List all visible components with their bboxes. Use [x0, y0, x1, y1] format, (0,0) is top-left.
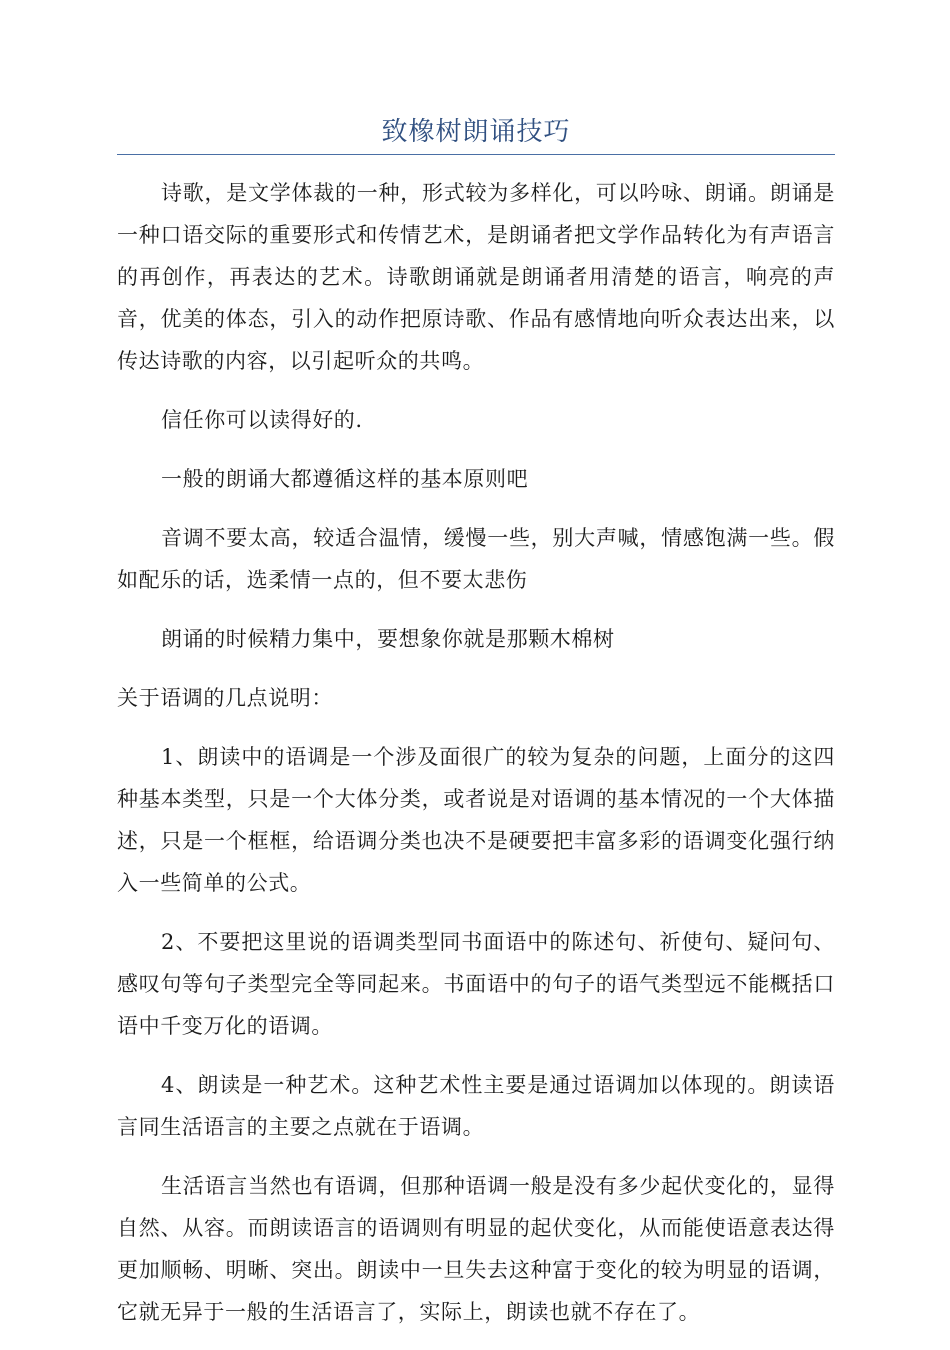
- paragraph-point-1: 1、朗读中的语调是一个涉及面很广的较为复杂的问题，上面分的这四种基本类型，只是一个大体分类，或者说是对语调的基本情况的一个大体描述，只是一个框框，给语调分类也决不是硬要把丰富多彩的语调变化强行纳入一些简单的公式。: [117, 745, 835, 895]
- paragraph-principles: 一般的朗诵大都遵循这样的基本原则吧: [161, 467, 529, 491]
- paragraph-tone: 音调不要太高，较适合温情，缓慢一些，别大声喊，情感饱满一些。假如配乐的话，选柔情一点的，但不要太悲伤: [117, 526, 835, 592]
- paragraph-daily-language: 生活语言当然也有语调，但那种语调一般是没有多少起伏变化的，显得自然、从容。而朗读语言的语调则有明显的起伏变化，从而能使语意表达得更加顺畅、明晰、突出。朗读中一旦失去这种富于变化的较为明显的语调，它就无异于一般的生活语言了，实际上，朗读也就不存在了。: [117, 1174, 835, 1324]
- paragraph-point-4: 4、朗读是一种艺术。这种艺术性主要是通过语调加以体现的。朗读语言同生活语言的主要之点就在于语调。: [117, 1073, 835, 1139]
- paragraph-intro: 诗歌，是文学体裁的一种，形式较为多样化，可以吟咏、朗诵。朗诵是一种口语交际的重要形式和传情艺术，是朗诵者把文学作品转化为有声语言的再创作，再表达的艺术。诗歌朗诵就是朗诵者用清楚的语言，响亮的声音，优美的体态，引入的动作把原诗歌、作品有感情地向听众表达出来，以传达诗歌的内容，以引起听众的共鸣。: [117, 181, 835, 373]
- paragraph-trust: 信任你可以读得好的.: [161, 408, 363, 432]
- paragraph-focus: 朗诵的时候精力集中，要想象你就是那颗木棉树: [161, 627, 615, 651]
- section-heading-intonation: 关于语调的几点说明：: [117, 686, 333, 710]
- title-divider: [117, 154, 835, 155]
- document-title: 致橡树朗诵技巧: [381, 117, 571, 147]
- paragraph-point-2: 2、不要把这里说的语调类型同书面语中的陈述句、祈使句、疑问句、感叹句等句子类型完全等同起来。书面语中的句子的语气类型远不能概括口语中千变万化的语调。: [117, 930, 835, 1038]
- document-body: [117, 172, 835, 1350]
